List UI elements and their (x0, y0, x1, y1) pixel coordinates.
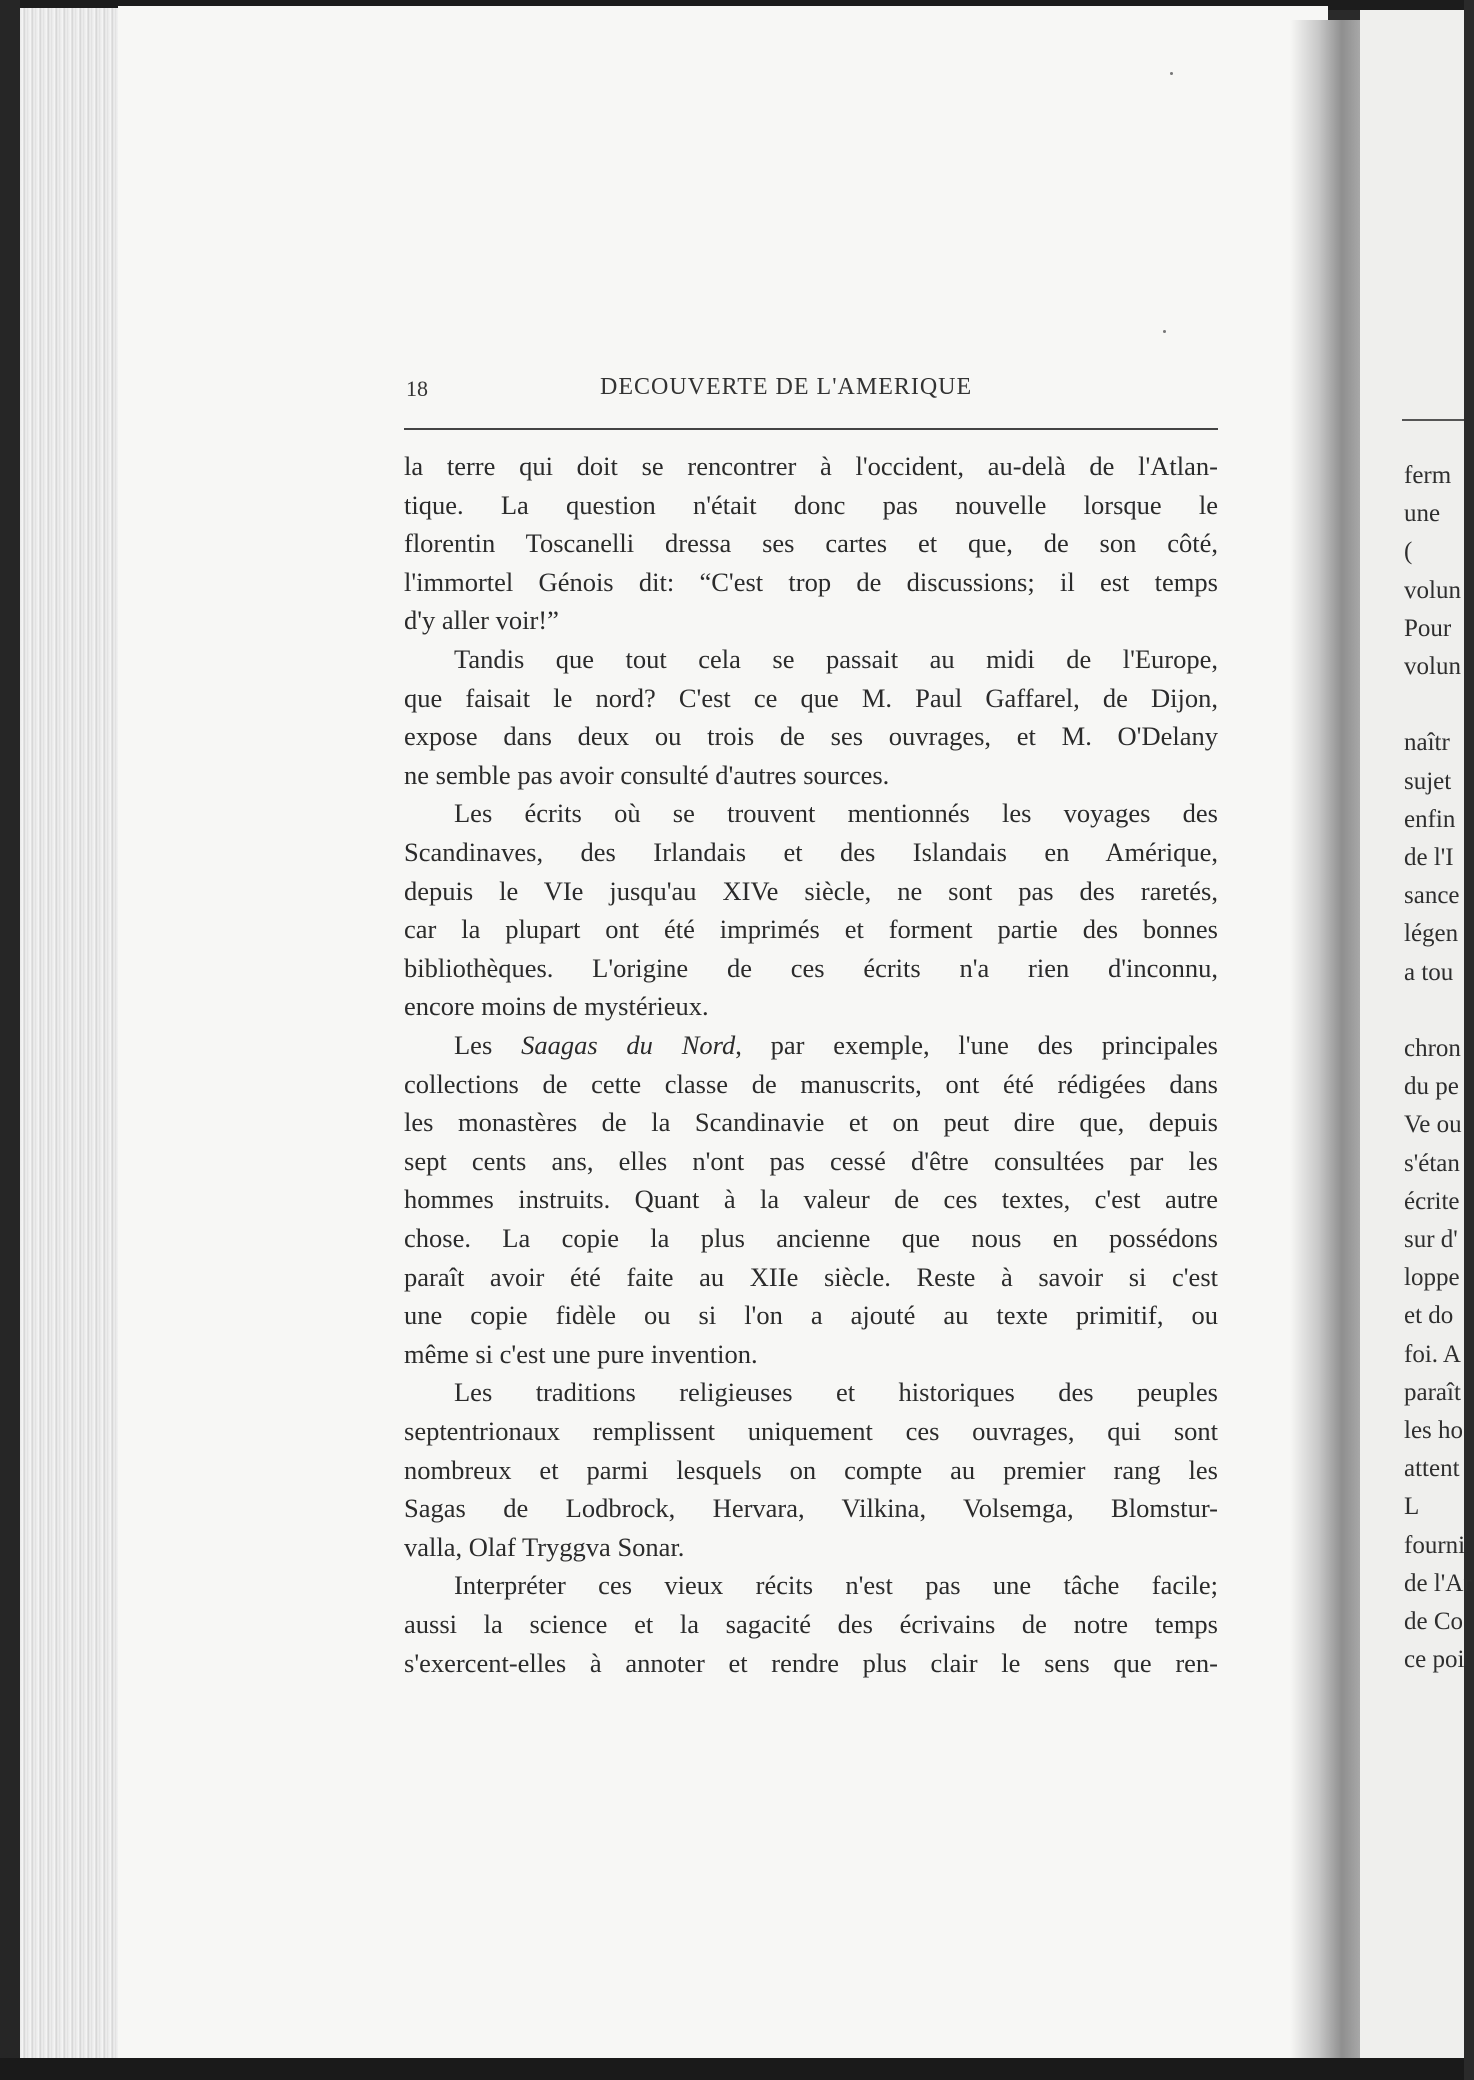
facing-text-line: ( (1404, 538, 1413, 566)
text-line: Les Saagas du Nord, par exemple, l'une des principales (454, 1030, 1218, 1060)
text-line: septentrionaux remplissent uniquement ces ouvrages, qui sont (404, 1416, 1218, 1446)
facing-text-line: une (1404, 500, 1441, 528)
text-line: bibliothèques. L'origine de ces écrits n'a rien d'inconnu, (404, 952, 1218, 983)
facing-text-line: a tou (1404, 958, 1454, 986)
text-line: que faisait le nord? C'est ce que M. Paul Gaffarel, de Dijon, (404, 682, 1218, 713)
text-line: nombreux et parmi lesquels on compte au premier rang les (404, 1454, 1218, 1485)
text-line: expose dans deux ou trois de ses ouvrages, et M. O'Delany (404, 721, 1218, 752)
facing-text-line: les ho (1404, 1417, 1464, 1444)
italic-title: Saagas du Nord (521, 1030, 736, 1060)
text-line: s'exercent-elles à annoter et rendre plus clair le sens que ren- (404, 1647, 1218, 1678)
text-line: sept cents ans, elles n'ont pas cessé d'être consultées par les (404, 1145, 1218, 1176)
facing-text-line: volun (1404, 653, 1461, 680)
facing-text-line: et do (1404, 1302, 1454, 1330)
facing-text-line: sujet (1404, 767, 1452, 795)
text-line: encore moins de mystérieux. (404, 991, 709, 1022)
text-line: Les écrits où se trouvent mentionnés les voyages des (454, 798, 1218, 829)
text-line: l'immortel Génois dit: “C'est trop de discussions; il est temps (404, 566, 1218, 597)
text-line: la terre qui doit se rencontrer à l'occident, au-delà de l'Atlan- (404, 451, 1218, 481)
page-number: 18 (406, 376, 428, 401)
facing-text-line: loppe (1404, 1264, 1460, 1292)
facing-text-line: enfin (1404, 805, 1456, 833)
facing-text-line: légen (1404, 920, 1459, 948)
text-line: collections de cette classe de manuscrits, ont été rédigées dans (404, 1068, 1218, 1099)
scan-frame-left (0, 0, 20, 2080)
text-line: une copie fidèle ou si l'on a ajouté au texte primitif, ou (404, 1300, 1218, 1331)
running-head: DECOUVERTE DE L'AMERIQUE (600, 374, 973, 400)
facing-text-line: Pour (1404, 614, 1452, 642)
text-line: car la plupart ont été imprimés et forment partie des bonnes (404, 914, 1218, 945)
text-line: paraît avoir été faite au XIIe siècle. Reste à savoir si c'est (404, 1261, 1218, 1292)
header-rule (404, 428, 1218, 430)
facing-text-line: fourni (1404, 1531, 1466, 1559)
page-gutter-shadow (1290, 20, 1370, 2060)
facing-text-line: chron (1404, 1035, 1461, 1062)
text-line: depuis le VIe jusqu'au XIVe siècle, ne sont pas des raretés, (404, 875, 1218, 906)
facing-text-line: naîtr (1404, 729, 1450, 757)
text-line: Les traditions religieuses et historiques des peuples (454, 1377, 1218, 1408)
book-page-edges (20, 8, 120, 2060)
facing-text-line: de Co (1404, 1608, 1464, 1635)
facing-text-line: sance (1404, 882, 1460, 910)
text-line: Scandinaves, des Irlandais et des Islandais en Amérique, (404, 837, 1218, 867)
text-line: ne semble pas avoir consulté d'autres sources. (404, 759, 890, 790)
facing-text-line: L (1404, 1493, 1420, 1521)
facing-page-header-rule (1402, 419, 1464, 421)
paper-speck (1163, 330, 1166, 333)
facing-text-line: ce poi (1404, 1646, 1465, 1674)
paper-speck (1170, 72, 1173, 75)
facing-text-line: s'étan (1404, 1149, 1460, 1177)
text-line: hommes instruits. Quant à la valeur de ces textes, c'est autre (404, 1184, 1218, 1215)
text-line: aussi la science et la sagacité des écrivains de notre temps (404, 1609, 1218, 1639)
text-line: valla, Olaf Tryggva Sonar. (404, 1531, 685, 1562)
text-line: d'y aller voir!” (404, 605, 559, 636)
facing-text-line: ferm (1404, 462, 1452, 489)
facing-text-line: sur d' (1404, 1226, 1458, 1253)
facing-text-line: attent (1404, 1455, 1460, 1483)
text-line: florentin Toscanelli dressa ses cartes et que, de son côté, (404, 528, 1218, 559)
facing-text-line: du pe (1404, 1073, 1459, 1101)
facing-text-line: foi. A (1404, 1340, 1461, 1368)
facing-text-line: de l'Ar (1404, 1569, 1472, 1597)
text-line: chose. La copie la plus ancienne que nous en possédons (404, 1223, 1218, 1253)
facing-text-line: de l'I (1404, 844, 1454, 871)
text-line: Interpréter ces vieux récits n'est pas une tâche facile; (454, 1570, 1218, 1601)
text-line: les monastères de la Scandinavie et on peut dire que, depuis (404, 1107, 1218, 1138)
text-line: même si c'est une pure invention. (404, 1338, 758, 1369)
facing-text-line: écrite (1404, 1187, 1460, 1215)
text-line: Sagas de Lodbrock, Hervara, Vilkina, Volsemga, Blomstur- (404, 1493, 1218, 1524)
text-line: tique. La question n'était donc pas nouvelle lorsque le (404, 489, 1218, 520)
facing-text-line: paraît (1404, 1378, 1461, 1406)
scan-frame-bottom (0, 2058, 1464, 2080)
facing-text-line: volun (1404, 576, 1461, 604)
text-line: Tandis que tout cela se passait au midi de l'Europe, (454, 644, 1218, 674)
facing-text-line: Ve ou (1404, 1111, 1462, 1139)
